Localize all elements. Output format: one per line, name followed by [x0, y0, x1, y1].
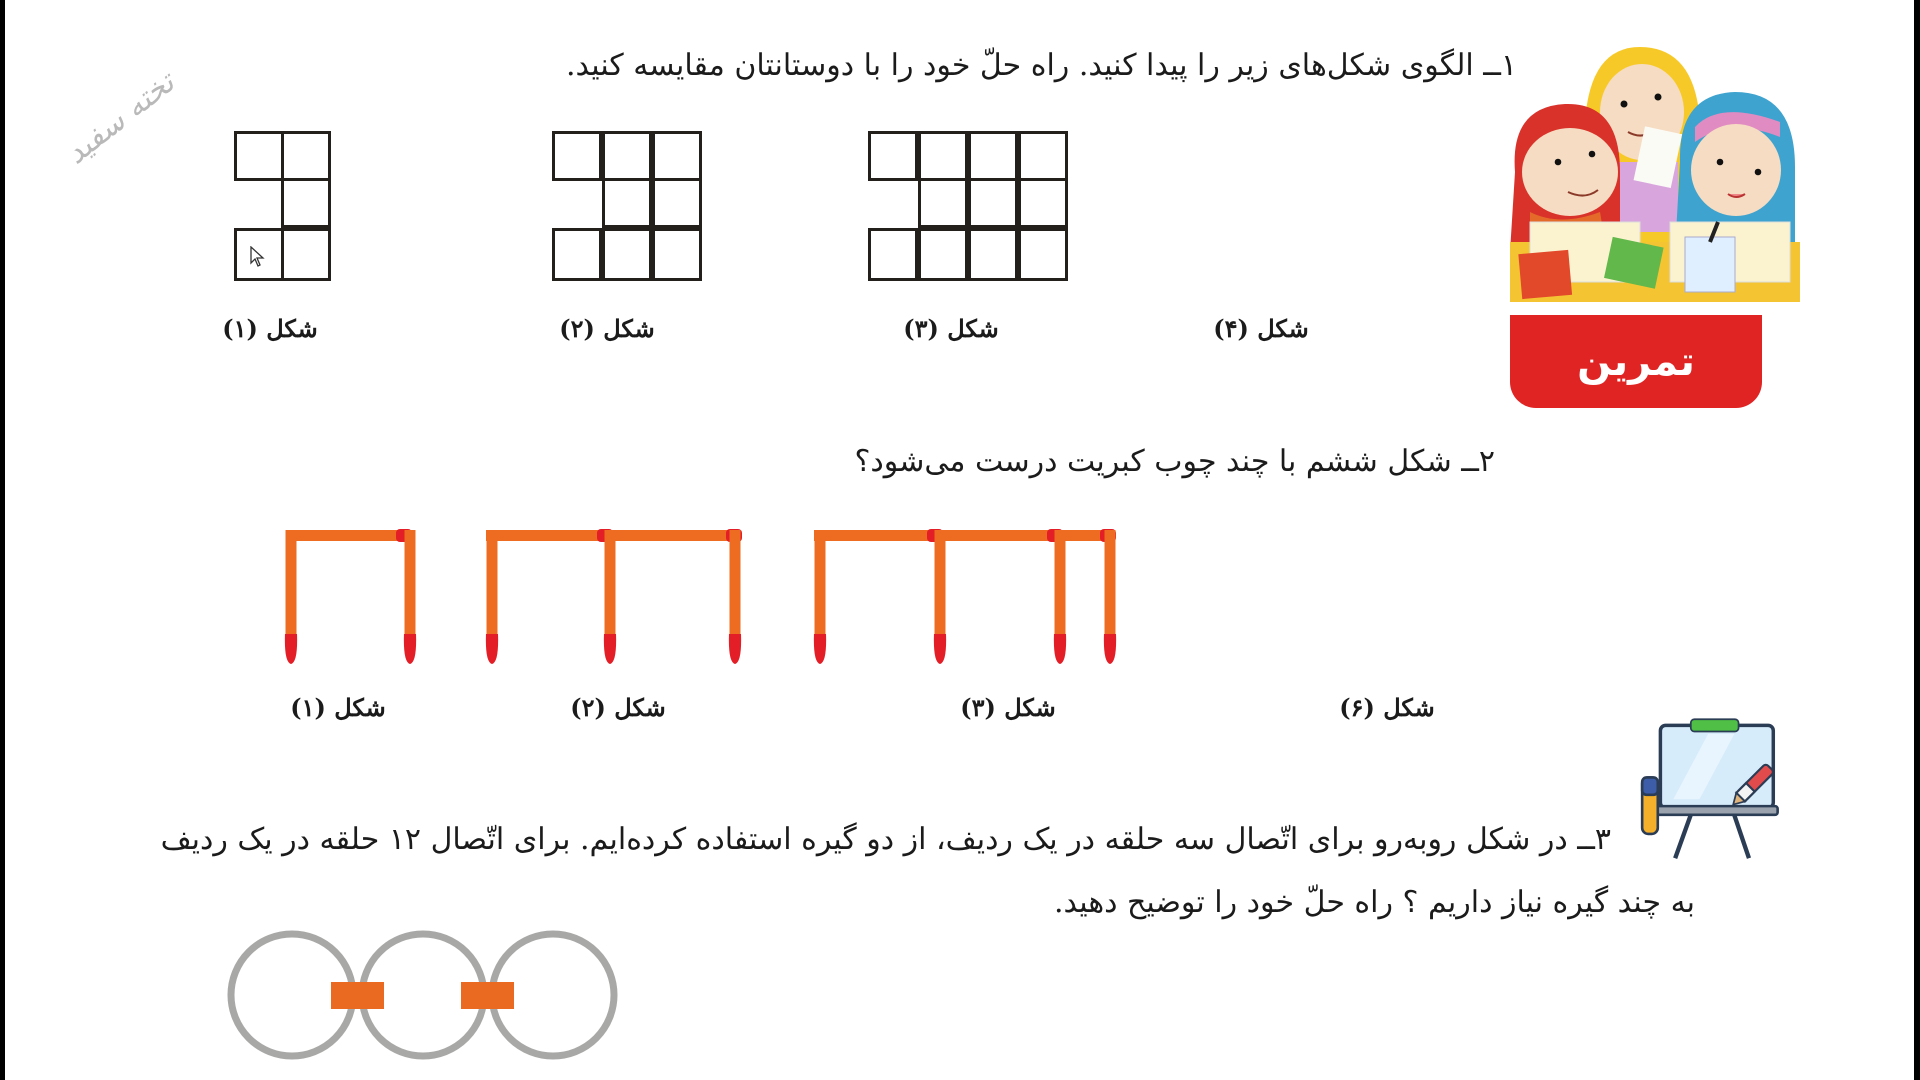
- matchstick-figure-1: [285, 529, 416, 664]
- matchstick-figures: [280, 522, 1130, 672]
- exercise-badge: تمرین: [1510, 315, 1762, 408]
- matchstick-figure-2: [486, 529, 742, 664]
- left-frame-border: [0, 0, 5, 1080]
- question-3-text-line-1: ۳ــ در شکل روبه‌رو برای اتّصال سه حلقه در یک ردیف، از دو گیره استفاده کرده‌ایم. برای اتّصال ۱۲ حلقه در یک ردیف: [160, 822, 1611, 857]
- matchstick-figure-1-label: شکل (۱): [290, 693, 386, 722]
- right-frame-border: [1914, 0, 1920, 1080]
- watermark: تخته سفید: [59, 65, 182, 172]
- pattern-figure-4-label: شکل (۴): [1213, 314, 1309, 343]
- whiteboard-icon: [1630, 708, 1795, 873]
- clip-2: [461, 982, 514, 1009]
- clip-1: [331, 982, 384, 1009]
- matchstick-figure-6-label: شکل (۶): [1339, 693, 1435, 722]
- question-2-text: ۲ــ شکل ششم با چند چوب کبریت درست می‌شود؟: [854, 444, 1495, 479]
- pattern-figure-3-label: شکل (۳): [903, 314, 999, 343]
- question-1-text: ۱ــ الگوی شکل‌های زیر را پیدا کنید. راه حلّ خود را با دوستانتان مقایسه کنید.: [566, 48, 1517, 83]
- pattern-figure-2-label: شکل (۲): [559, 314, 655, 343]
- students-illustration-icon: [1490, 42, 1810, 322]
- pattern-figure-1-label: شکل (۱): [222, 314, 318, 343]
- question-3-text-line-2: به چند گیره نیاز داریم ؟ راه حلّ خود را توضیح دهید.: [1053, 885, 1695, 920]
- connected-rings-diagram: [220, 925, 640, 1070]
- matchstick-figure-2-label: شکل (۲): [570, 693, 666, 722]
- matchstick-figure-3: [814, 529, 1116, 664]
- mouse-cursor-icon: [250, 246, 266, 268]
- matchstick-figure-3-label: شکل (۳): [960, 693, 1056, 722]
